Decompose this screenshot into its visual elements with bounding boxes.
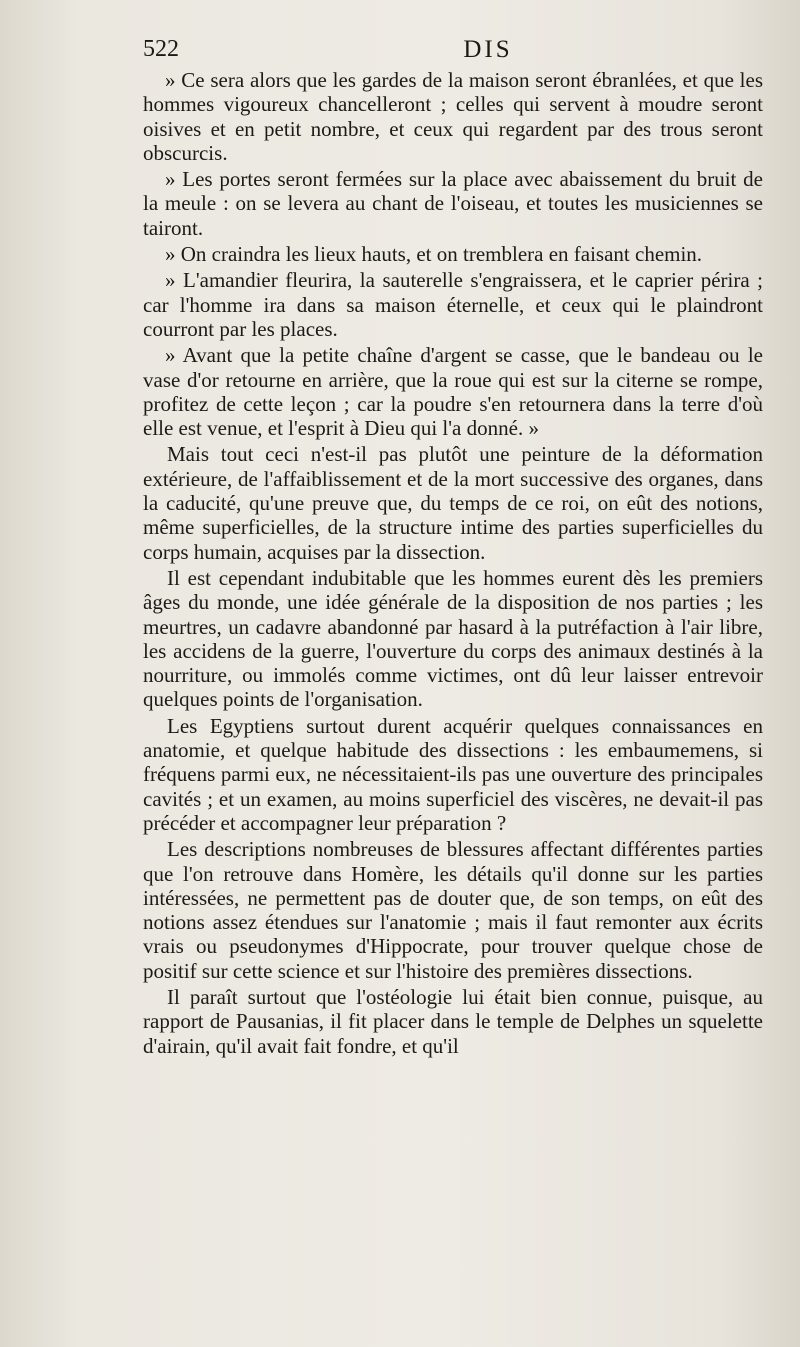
body-paragraph: Les descriptions nombreuses de blessures affectant différentes parties que l'on retrouve dans Homère, les détails qu'il donne sur les parties intéressées, ne permettent pas de douter que, de son temps, on eût des notions assez étendues sur l'anatomie ; mais il faut remonter aux écrits vrais ou pseudonymes d'Hippocrate, pour trouver quelque chose de positif sur cette science et sur l'histoire des premières dissections.	[143, 837, 763, 983]
body-paragraph: Mais tout ceci n'est-il pas plutôt une peinture de la déformation extérieure, de l'affaiblissement et de la mort successive des organes, dans la caducité, qu'une preuve que, du temps de ce roi, on eût des notions, même superficielles, de la structure intime des parties superficielles du corps humain, acquises par la dissection.	[143, 442, 763, 564]
page-header	[143, 36, 763, 68]
body-paragraph: Il paraît surtout que l'ostéologie lui était bien connue, puisque, au rapport de Pausanias, il fit placer dans le temple de Delphes un squelette d'airain, qu'il avait fait fondre, et qu'il	[143, 984, 763, 1058]
quote-paragraph: » Ce sera alors que les gardes de la maison seront ébranlées, et que les hommes vigoureux chancelleront ; celles qui servent à moudre seront oisives et en petit nombre, et ceux qui regardent par des trous seront obscurcis.	[143, 68, 763, 165]
quote-paragraph: » Les portes seront fermées sur la place avec abaissement du bruit de la meule : on se levera au chant de l'oiseau, et toutes les musiciennes se tairont.	[143, 167, 763, 240]
body-paragraph: Les Egyptiens surtout durent acquérir quelques connaissances en anatomie, et quelque habitude des dissections : les embaumemens, si fréquens parmi eux, ne nécessitaient-ils pas une ouverture des principales cavités ; et un examen, au moins superficiel des viscères, ne devait-il pas précéder et accompagner leur préparation ?	[143, 713, 763, 835]
page-number: 522	[143, 36, 179, 62]
body-text	[143, 68, 763, 1060]
quote-paragraph: » Avant que la petite chaîne d'argent se casse, que le bandeau ou le vase d'or retourne en arrière, que la roue qui est sur la citerne se rompe, profitez de cette leçon ; car la poudre s'en retournera dans la terre d'où elle est venue, et l'esprit à Dieu qui l'a donné. »	[143, 343, 763, 441]
body-paragraph: Il est cependant indubitable que les hommes eurent dès les premiers âges du monde, une idée générale de la disposition de nos parties ; les meurtres, un cadavre abandonné par hasard à la putréfaction à l'air libre, les accidens de la guerre, l'ouverture du corps des animaux destinés à la nourriture, ou immolés comme victimes, ont dû leur laisser entrevoir quelques points de l'organisation.	[143, 565, 763, 712]
quote-paragraph: » On craindra les lieux hauts, et on tremblera en faisant chemin.	[165, 242, 703, 267]
running-head: DIS	[463, 36, 513, 63]
quote-paragraph: » L'amandier fleurira, la sauterelle s'engraissera, et le caprier périra ; car l'homme ira dans sa maison éternelle, et ceux qui le plaindront courront par les places.	[143, 268, 763, 341]
